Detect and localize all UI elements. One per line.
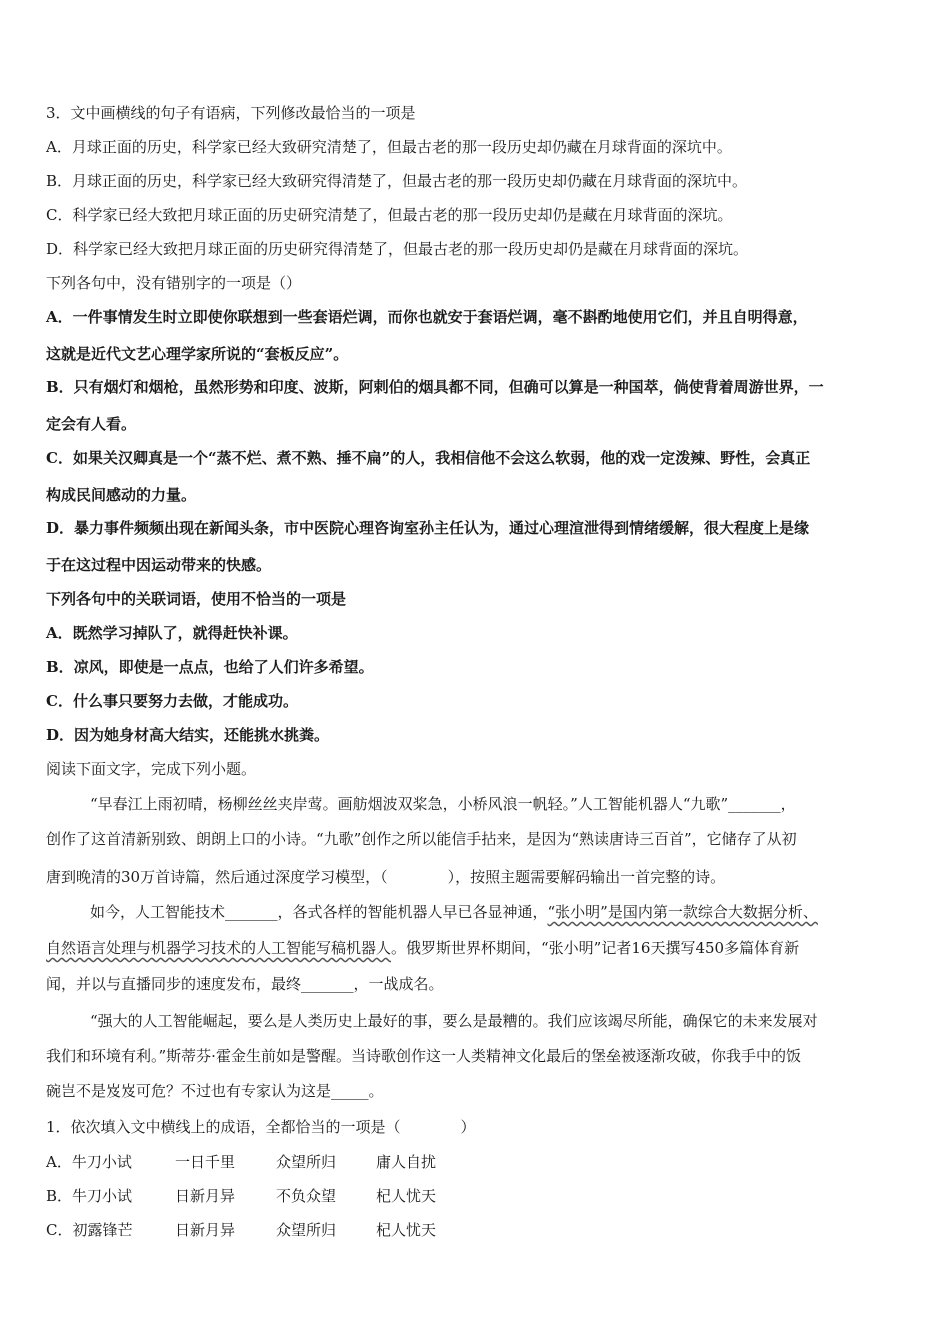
typo-option-c-line1: C．如果关汉卿真是一个“蒸不烂、煮不熟、捶不扁”的人，我相信他不会这么软弱，他的戏一定泼辣、野性，会真正 — [46, 449, 811, 467]
typo-question-stem: 下列各句中，没有错别字的一项是（） — [46, 274, 302, 292]
q1-option-a-idiom4: 庸人自扰 — [376, 1153, 437, 1171]
typo-option-b-line2: 定会有人看。 — [46, 415, 137, 433]
passage-p3-line3: 碗岂不是岌岌可危？不过也有专家认为这是_____。 — [46, 1082, 384, 1100]
passage-p1-line1: “早春江上雨初晴，杨柳丝丝夹岸莺。画舫烟波双桨急，小桥风浪一帆轻。”人工智能机器人“九歌”_______， — [90, 795, 796, 813]
q1-option-c-idiom3: 众望所归 — [276, 1221, 337, 1239]
typo-option-b-line1: B．只有烟灯和烟枪，虽然形势和印度、波斯，阿剌伯的烟具都不同，但确可以算是一种国萃，倘使背着周游世界，一 — [46, 378, 824, 396]
conjunction-option-b: B．凉风，即使是一点点，也给了人们许多希望。 — [46, 658, 374, 676]
conjunction-option-c: C．什么事只要努力去做，才能成功。 — [46, 692, 298, 710]
underlined-sentence-part1: “张小明”是国内第一款综合大数据分析、 — [547, 903, 818, 921]
typo-option-d-line2: 于在这过程中因运动带来的快感。 — [46, 556, 272, 574]
q1-option-b-idiom2: 日新月异 — [175, 1187, 236, 1205]
passage-p2-text-a: 如今，人工智能技术_______，各式各样的智能机器人早已各显神通， — [90, 903, 548, 921]
passage-p1-line2: 创作了这首清新别致、朗朗上口的小诗。“九歌”创作之所以能信手拈来，是因为“熟读唐诗三百首”，它储存了从初 — [46, 830, 797, 848]
conjunction-question-stem: 下列各句中的关联词语，使用不恰当的一项是 — [46, 590, 347, 608]
conjunction-option-a: A．既然学习掉队了，就得赶快补课。 — [46, 624, 298, 642]
q1-option-c-idiom4: 杞人忧天 — [376, 1221, 437, 1239]
q1-option-a-label: A．牛刀小试 — [46, 1153, 132, 1171]
conjunction-option-d: D．因为她身材高大结实，还能挑水挑粪。 — [46, 726, 330, 744]
q3-stem: 3．文中画横线的句子有语病，下列修改最恰当的一项是 — [46, 104, 416, 122]
q1-option-a-idiom3: 众望所归 — [276, 1153, 337, 1171]
q3-option-c: C．科学家已经大致把月球正面的历史研究清楚了，但最古老的那一段历史却仍是藏在月球背面的深坑。 — [46, 206, 733, 224]
passage-p2-text-d: 。俄罗斯世界杯期间，“张小明”记者16天撰写450多篇体育新 — [391, 939, 800, 957]
typo-option-c-line2: 构成民间感动的力量。 — [46, 486, 197, 504]
underlined-sentence-part2: 自然语言处理与机器学习技术的人工智能写稿机器人 — [46, 939, 392, 957]
passage-p2-line3: 闻，并以与直播同步的速度发布，最终_______，一战成名。 — [46, 975, 444, 993]
q3-option-b: B．月球正面的历史，科学家已经大致研究得清楚了，但最古老的那一段历史却仍藏在月球背面的深坑中。 — [46, 172, 748, 190]
q1-option-c-label: C．初露锋芒 — [46, 1221, 133, 1239]
typo-option-a-line2: 这就是近代文艺心理学家所说的“套板反应”。 — [46, 345, 349, 363]
typo-option-a-line1: A．一件事情发生时立即使你联想到一些套语烂调，而你也就安于套语烂调，毫不斟酌地使用它们，并且自明得意， — [46, 308, 808, 326]
q3-option-a: A．月球正面的历史，科学家已经大致研究清楚了，但最古老的那一段历史却仍藏在月球背面的深坑中。 — [46, 138, 732, 156]
passage-p3-line2: 我们和环境有利。”斯蒂芬·霍金生前如是警醒。当诗歌创作这一人类精神文化最后的堡垒被逐渐攻破，你我手中的饭 — [46, 1047, 801, 1065]
reading-intro: 阅读下面文字，完成下列小题。 — [46, 760, 257, 778]
q1-option-a-idiom2: 一日千里 — [175, 1153, 236, 1171]
q1-option-b-idiom3: 不负众望 — [276, 1187, 337, 1205]
q1-option-c-idiom2: 日新月异 — [175, 1221, 236, 1239]
passage-p2-line2 — [46, 938, 908, 958]
typo-option-d-line1: D．暴力事件频频出现在新闻头条，市中医院心理咨询室孙主任认为，通过心理渲泄得到情绪缓解，很大程度上是缘 — [46, 519, 810, 537]
passage-p2-line1 — [90, 902, 908, 922]
q1-option-b-idiom4: 杞人忧天 — [376, 1187, 437, 1205]
passage-p1-line3: 唐到晚清的30万首诗篇，然后通过深度学习模型，（ ），按照主题需要解码输出一首完整的诗。 — [46, 868, 726, 886]
q1-option-b-label: B．牛刀小试 — [46, 1187, 133, 1205]
passage-p3-line1: “强大的人工智能崛起，要么是人类历史上最好的事，要么是最糟的。我们应该竭尽所能，确保它的未来发展对 — [90, 1012, 818, 1030]
q1-stem: 1．依次填入文中横线上的成语，全都恰当的一项是（ ） — [46, 1118, 476, 1136]
q3-option-d: D．科学家已经大致把月球正面的历史研究得清楚了，但最古老的那一段历史却仍是藏在月球背面的深坑。 — [46, 240, 749, 258]
